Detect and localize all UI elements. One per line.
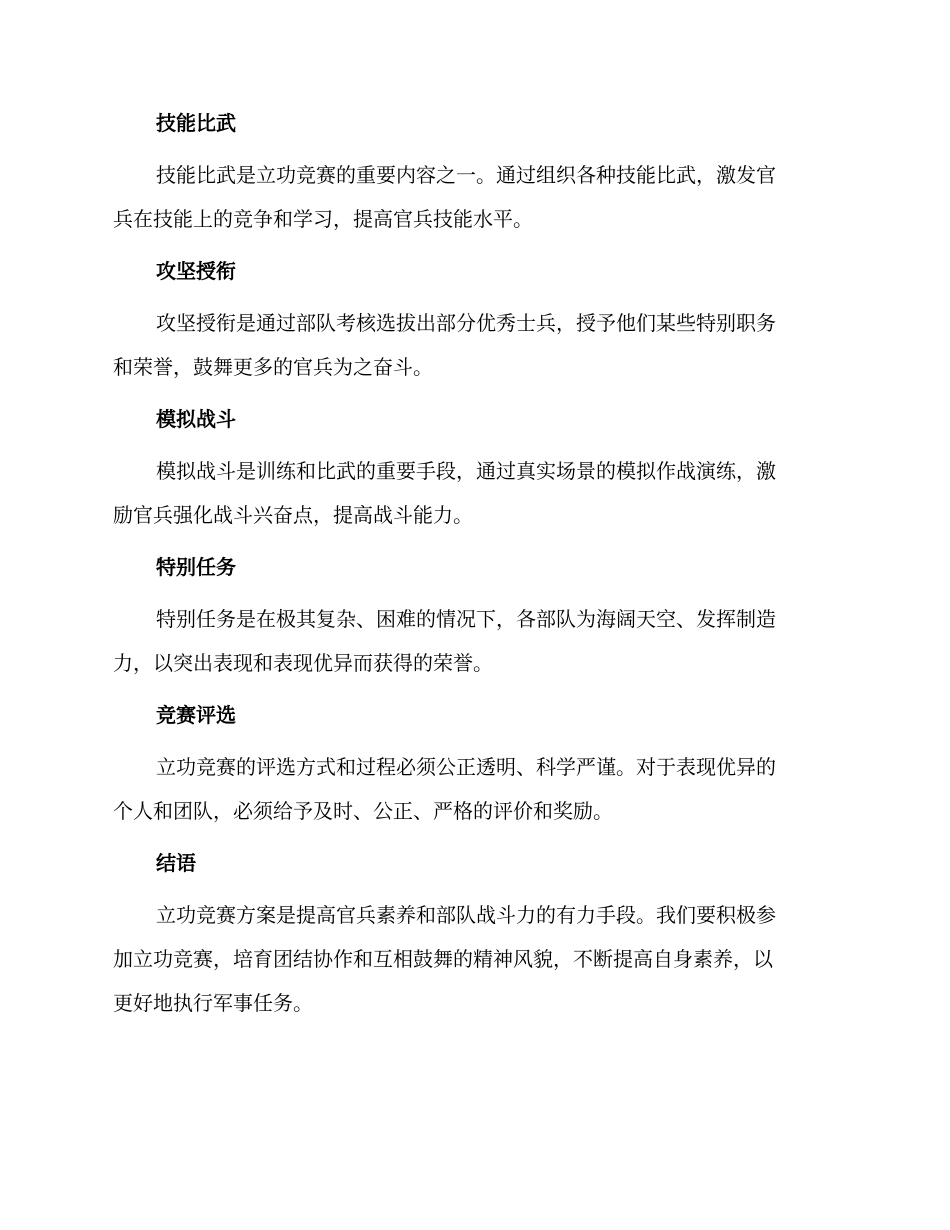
paragraph-line: 励官兵强化战斗兴奋点，提高战斗能力。 bbox=[113, 503, 473, 527]
section-special-mission bbox=[113, 552, 832, 685]
section-simulated-combat bbox=[113, 404, 832, 537]
section-heading: 模拟战斗 bbox=[156, 407, 236, 431]
paragraph-line: 模拟战斗是训练和比武的重要手段，通过真实场景的模拟作战演练，激 bbox=[156, 459, 776, 483]
section-heading: 结语 bbox=[156, 851, 196, 875]
section-paragraph bbox=[113, 449, 832, 537]
section-paragraph bbox=[113, 153, 832, 241]
paragraph-line: 和荣誉，鼓舞更多的官兵为之奋斗。 bbox=[113, 355, 433, 379]
section-paragraph bbox=[113, 597, 832, 685]
paragraph-line: 个人和团队，必须给予及时、公正、严格的评价和奖励。 bbox=[113, 799, 613, 823]
paragraph-line: 特别任务是在极其复杂、困难的情况下，各部队为海阔天空、发挥制造 bbox=[156, 607, 776, 631]
paragraph-line: 加立功竞赛，培育团结协作和互相鼓舞的精神风貌，不断提高自身素养，以 bbox=[113, 947, 773, 971]
paragraph-line: 技能比武是立功竞赛的重要内容之一。通过组织各种技能比武，激发官 bbox=[156, 163, 776, 187]
section-heading: 特别任务 bbox=[156, 555, 236, 579]
paragraph-line: 更好地执行军事任务。 bbox=[113, 991, 313, 1015]
section-paragraph bbox=[113, 893, 832, 1025]
section-conclusion bbox=[113, 848, 832, 1025]
section-heading: 攻坚授衔 bbox=[156, 259, 236, 283]
paragraph-line: 力，以突出表现和表现优异而获得的荣誉。 bbox=[113, 651, 493, 675]
section-heading: 竞赛评选 bbox=[156, 703, 236, 727]
section-paragraph bbox=[113, 745, 832, 833]
section-paragraph bbox=[113, 301, 832, 389]
section-rank-award bbox=[113, 256, 832, 389]
paragraph-line: 兵在技能上的竞争和学习，提高官兵技能水平。 bbox=[113, 207, 533, 231]
paragraph-line: 攻坚授衔是通过部队考核选拔出部分优秀士兵，授予他们某些特别职务 bbox=[156, 311, 776, 335]
section-heading: 技能比武 bbox=[156, 111, 236, 135]
paragraph-line: 立功竞赛的评选方式和过程必须公正透明、科学严谨。对于表现优异的 bbox=[156, 755, 776, 779]
section-evaluation bbox=[113, 700, 832, 833]
section-skill-contest bbox=[113, 108, 832, 241]
paragraph-line: 立功竞赛方案是提高官兵素养和部队战斗力的有力手段。我们要积极参 bbox=[156, 903, 776, 927]
